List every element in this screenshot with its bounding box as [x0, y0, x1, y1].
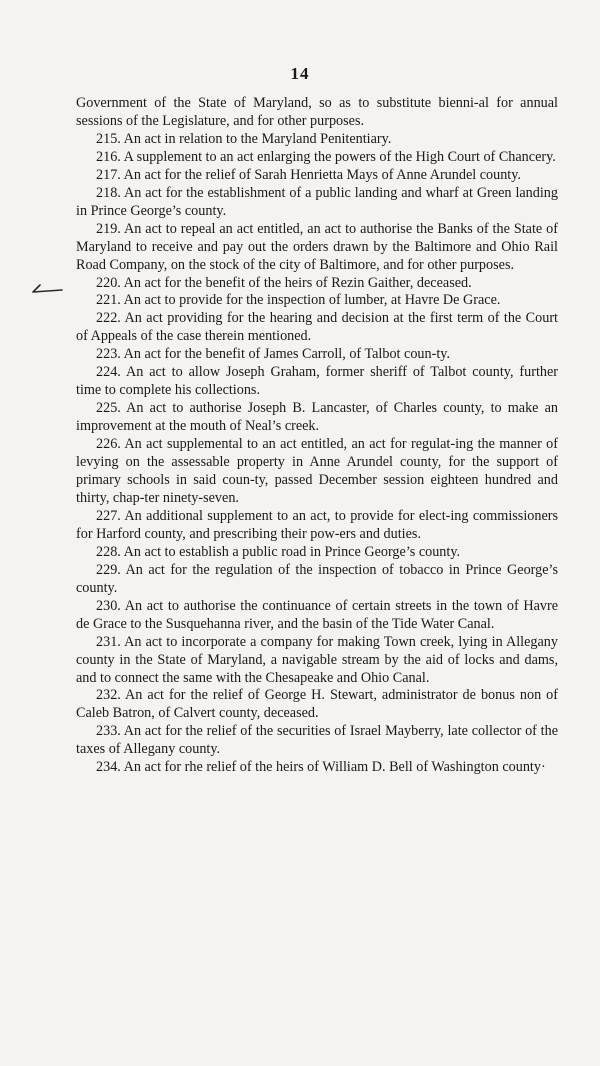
- page-number: 14: [290, 64, 310, 83]
- act-paragraph: 225. An act to authorise Joseph B. Lancaster, of Charles county, to make an improvement at the mouth of Neal’s creek.: [76, 400, 558, 435]
- act-paragraph: 231. An act to incorporate a company for making Town creek, lying in Allegany county in the State of Maryland, a navigable stream by the aid of locks and dams, and to connect the same with the Chesapeake and Ohio Canal.: [76, 633, 558, 686]
- act-paragraph: 220. An act for the benefit of the heirs of Rezin Gaither, deceased.: [96, 274, 472, 291]
- act-paragraph: 217. An act for the relief of Sarah Henrietta Mays of Anne Arundel county.: [96, 166, 521, 183]
- act-paragraph: 223. An act for the benefit of James Carroll, of Talbot coun-ty.: [96, 346, 450, 363]
- act-paragraph: 215. An act in relation to the Maryland Penitentiary.: [96, 130, 392, 147]
- act-paragraph: 232. An act for the relief of George H. Stewart, administrator de bonus non of Caleb Batron, of Calvert county, deceased.: [76, 687, 558, 722]
- act-paragraph: 230. An act to authorise the continuance of certain streets in the town of Havre de Grace to the Susquehanna river, and the basin of the Tide Water Canal.: [76, 597, 558, 632]
- act-paragraph: 226. An act supplemental to an act entitled, an act for regulat-ing the manner of levying on the assessable property in Anne Arundel county, for the support of primary schools in said coun-ty, passed December session eighteen hundred and thirty, chap-ter ninety-seven.: [76, 436, 558, 506]
- act-paragraph: 234. An act for rhe relief of the heirs of William D. Bell of Washington county·: [96, 759, 546, 776]
- act-paragraph: 219. An act to repeal an act entitled, an act to authorise the Banks of the State of Maryland to receive and pay out the orders drawn by the Baltimore and Ohio Rail Road Company, on the stock of the city of Baltimore, and for other purposes.: [76, 220, 558, 273]
- continued-paragraph: Government of the State of Maryland, so as to substitute bienni-al for annual sessions of the Legislature, and for other purposes.: [76, 95, 558, 129]
- act-paragraph: 222. An act providing for the hearing and decision at the first term of the Court of Appeals of the case therein mentioned.: [76, 310, 558, 345]
- document-body: [76, 95, 558, 777]
- act-paragraph: 218. An act for the establishment of a public landing and wharf at Green landing in Prince George’s county.: [76, 184, 558, 219]
- act-paragraph: 227. An additional supplement to an act, to provide for elect-ing commissioners for Harford county, and prescribing their pow-ers and duties.: [76, 507, 558, 542]
- act-paragraph: 221. An act to provide for the inspection of lumber, at Havre De Grace.: [96, 292, 501, 309]
- act-paragraph: 229. An act for the regulation of the inspection of tobacco in Prince George’s county.: [76, 561, 558, 596]
- act-paragraph: 224. An act to allow Joseph Graham, former sheriff of Talbot county, further time to complete his collections.: [76, 364, 558, 399]
- act-paragraph: 216. A supplement to an act enlarging the powers of the High Court of Chancery.: [96, 148, 556, 165]
- act-paragraph: 233. An act for the relief of the securities of Israel Mayberry, late collector of the taxes of Allegany county.: [76, 723, 558, 758]
- margin-arrow-mark: [30, 282, 66, 298]
- act-paragraph: 228. An act to establish a public road in Prince George’s county.: [96, 543, 461, 560]
